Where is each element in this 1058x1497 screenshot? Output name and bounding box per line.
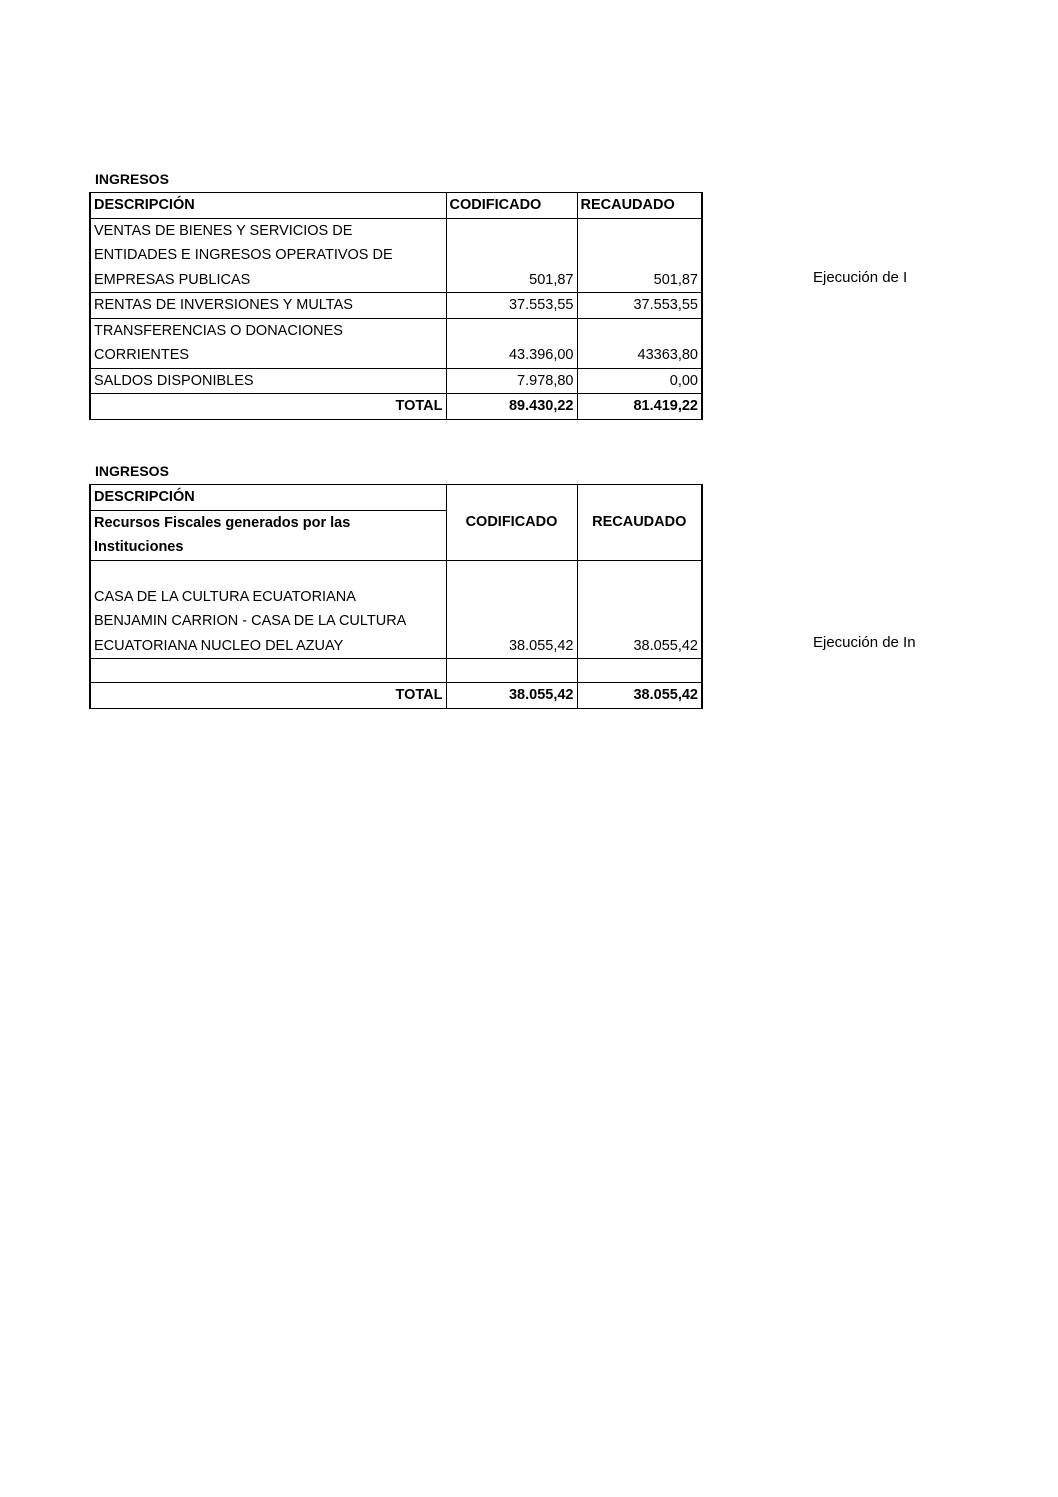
row-description <box>90 318 446 368</box>
recaudado-value: 0,00 <box>577 368 702 394</box>
header-recaudado: RECAUDADO <box>577 193 702 219</box>
description-line: VENTAS DE BIENES Y SERVICIOS DE <box>94 222 353 239</box>
description-line: ECUATORIANA NUCLEO DEL AZUAY <box>94 637 344 654</box>
table-row <box>90 318 702 368</box>
header-codificado: CODIFICADO <box>446 485 577 561</box>
description-line: EMPRESAS PUBLICAS <box>94 271 251 288</box>
codificado-value: 7.978,80 <box>446 368 577 394</box>
total-row <box>90 683 702 709</box>
recaudado-value: 37.553,55 <box>577 293 702 319</box>
recaudado-value: 43363,80 <box>577 318 702 368</box>
table-row-empty <box>90 659 702 683</box>
row-description <box>90 218 446 293</box>
total-label: TOTAL <box>90 683 446 709</box>
description-line: CORRIENTES <box>94 347 190 363</box>
subheader-recursos-fiscales <box>90 510 446 560</box>
row-description: RENTAS DE INVERSIONES Y MULTAS <box>90 293 446 319</box>
total-codificado: 89.430,22 <box>446 394 577 420</box>
subheader-line: Instituciones <box>94 539 184 555</box>
section-title-ingresos-2: INGRESOS <box>95 463 169 479</box>
section-title-ingresos-1: INGRESOS <box>95 171 169 187</box>
ingresos-table-1 <box>89 192 703 420</box>
header-codificado: CODIFICADO <box>446 193 577 219</box>
description-line: TRANSFERENCIAS O DONACIONES <box>94 322 343 339</box>
codificado-value: 38.055,42 <box>446 560 577 659</box>
description-line: BENJAMIN CARRION - CASA DE LA CULTURA <box>94 613 407 629</box>
recaudado-value: 38.055,42 <box>577 560 702 659</box>
recaudado-value: 501,87 <box>577 218 702 293</box>
table-row <box>90 560 702 659</box>
table-header-row <box>90 193 702 219</box>
total-codificado: 38.055,42 <box>446 683 577 709</box>
header-recaudado: RECAUDADO <box>577 485 702 561</box>
total-recaudado: 81.419,22 <box>577 394 702 420</box>
table-row <box>90 368 702 394</box>
total-recaudado: 38.055,42 <box>577 683 702 709</box>
codificado-value: 43.396,00 <box>446 318 577 368</box>
ingresos-table-2 <box>89 484 703 709</box>
subheader-line: Recursos Fiscales generados por las <box>94 514 351 531</box>
total-label: TOTAL <box>90 394 446 420</box>
codificado-value: 37.553,55 <box>446 293 577 319</box>
codificado-value: 501,87 <box>446 218 577 293</box>
row-description: SALDOS DISPONIBLES <box>90 368 446 394</box>
ejecucion-note-2: Ejecución de In <box>813 634 916 651</box>
codificado-value <box>446 659 577 683</box>
total-row <box>90 394 702 420</box>
table-row <box>90 218 702 293</box>
header-descripcion: DESCRIPCIÓN <box>90 485 446 511</box>
recaudado-value <box>577 659 702 683</box>
table-header-row <box>90 485 702 511</box>
description-line: CASA DE LA CULTURA ECUATORIANA <box>94 588 356 605</box>
row-description <box>90 659 446 683</box>
description-line: ENTIDADES E INGRESOS OPERATIVOS DE <box>94 247 393 263</box>
row-description <box>90 560 446 659</box>
header-descripcion: DESCRIPCIÓN <box>90 193 446 219</box>
table-row <box>90 293 702 319</box>
ejecucion-note-1: Ejecución de I <box>813 269 908 286</box>
